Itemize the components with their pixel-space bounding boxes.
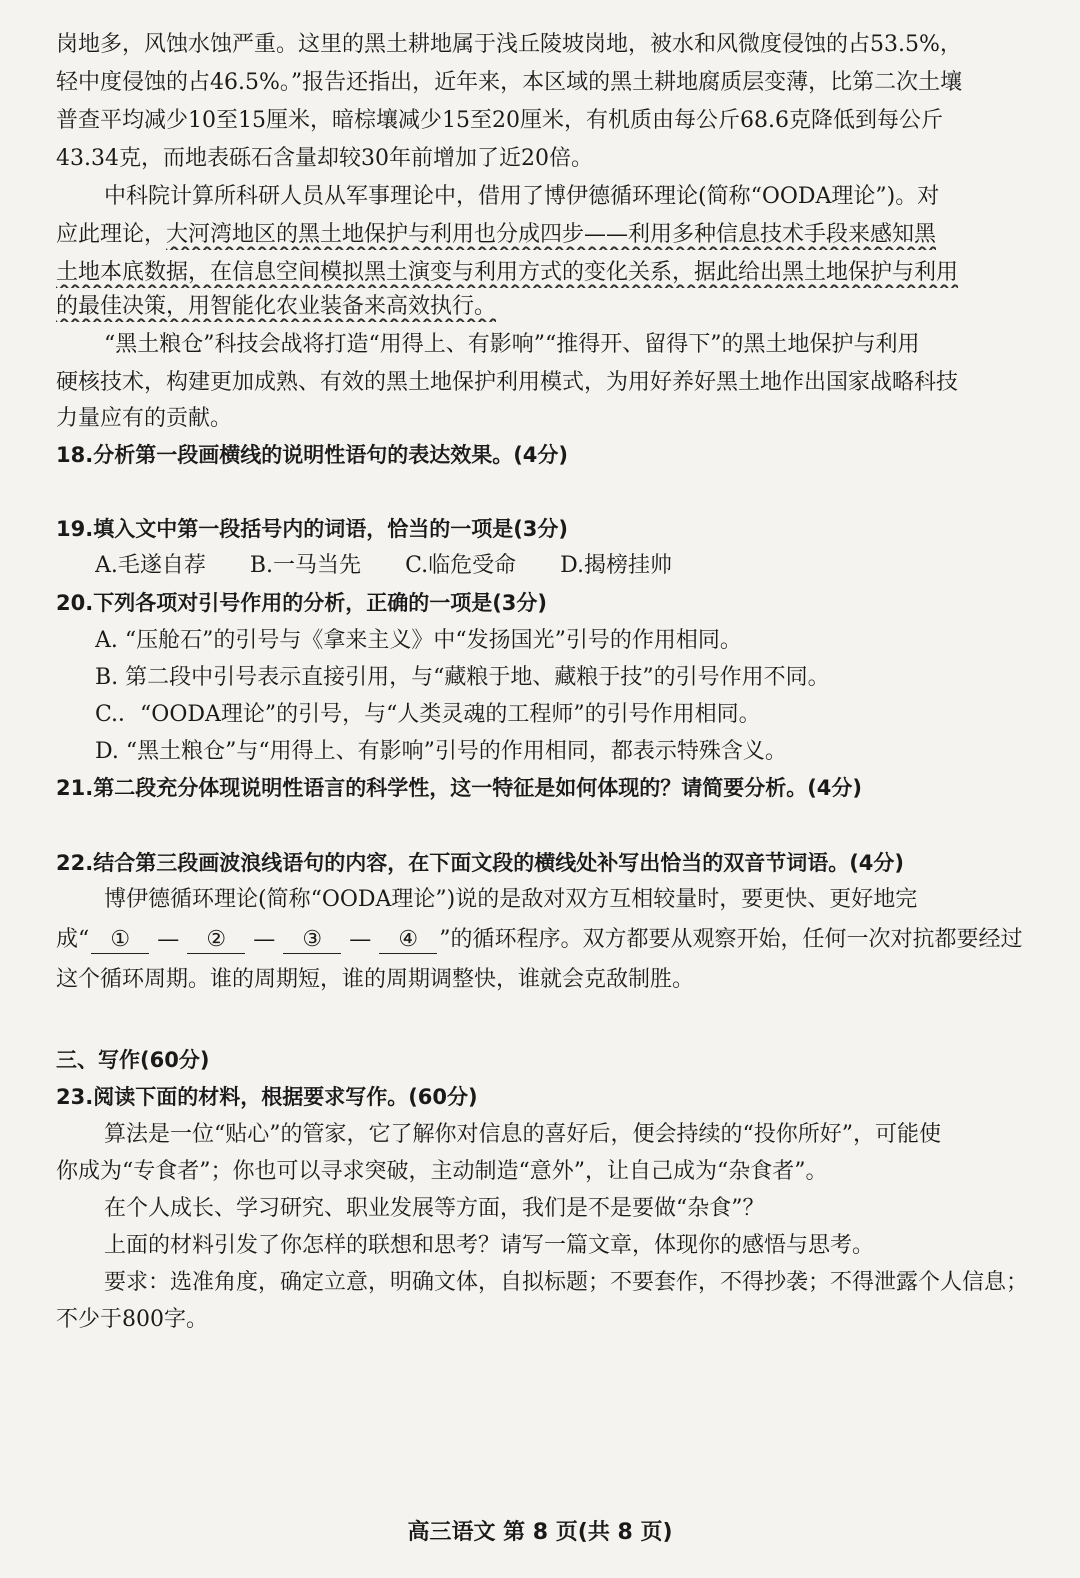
option-b: B.一马当先 (249, 553, 362, 578)
option-d: D.揭榜挂帅 (560, 553, 672, 578)
passage-line (56, 258, 1041, 288)
passage-line: 力量应有的贡献。 (56, 406, 233, 431)
wavy-underlined-sentence: 土地本底数据，在信息空间模拟黑土演变与利用方式的变化关系，据此给出黑土地保护与利用 (56, 260, 959, 285)
passage-line: 43.34克，而地表砾石含量却较30年前增加了近20倍。 (56, 146, 593, 171)
option-a: A.毛遂自荐 (95, 553, 206, 578)
option-b: B. 第二段中引号表示直接引用，与“藏粮于地、藏粮于技”的引号作用不同。 (95, 665, 830, 690)
passage-line: 普查平均减少10至15厘米，暗棕壤减少15至20厘米，有机质由每公斤68.6克降低到每公斤 (56, 108, 943, 133)
passage-line: 岗地多，风蚀水蚀严重。这里的黑土耕地属于浅丘陵坡岗地，被水和风微度侵蚀的占53.5%， (56, 32, 962, 57)
passage-line: 硬核技术，构建更加成熟、有效的黑土地保护利用模式，为用好养好黑土地作出国家战略科技 (56, 370, 959, 395)
blank-4: ④ (379, 927, 437, 954)
requirements-line: 要求：选准角度，确定立意，明确文体，自拟标题；不要套作，不得抄袭；不得泄露个人信息； (104, 1270, 1029, 1295)
material-line: 在个人成长、学习研究、职业发展等方面，我们是不是要做“杂食”？ (104, 1196, 765, 1221)
blank-2: ② (187, 927, 245, 954)
question-19-stem: 19.填入文中第一段括号内的词语，恰当的一项是(3分) (56, 517, 569, 541)
blank-separator: — (253, 927, 276, 952)
question-19-options (95, 551, 1041, 581)
wavy-underlined-sentence: 大河湾地区的黑土地保护与利用也分成四步——利用多种信息技术手段来感知黑 (166, 222, 937, 247)
passage-line: 中科院计算所科研人员从军事理论中，借用了博伊德循环理论(简称“OODA理论”)。对 (104, 184, 940, 209)
passage-line: 这个循环周期。谁的周期短，谁的周期调整快，谁就会克敌制胜。 (56, 967, 695, 992)
passage-text: 成“ (56, 927, 90, 952)
question-18: 18.分析第一段画横线的说明性语句的表达效果。(4分) (56, 443, 569, 467)
option-a: A. “压舱石”的引号与《拿来主义》中“发扬国光”引号的作用相同。 (95, 628, 742, 653)
fill-blank-line (56, 925, 1041, 955)
question-20-stem: 20.下列各项对引号作用的分析，正确的一项是(3分) (56, 591, 548, 615)
passage-line: 轻中度侵蚀的占46.5%。”报告还指出，近年来，本区域的黑土耕地腐质层变薄，比第二次土壤 (56, 70, 963, 95)
passage-line: 博伊德循环理论(简称“OODA理论”)说的是敌对双方互相较量时，要更快、更好地完 (104, 887, 918, 912)
passage-line (56, 220, 1041, 250)
blank-3: ③ (283, 927, 341, 954)
question-22-stem: 22.结合第三段画波浪线语句的内容，在下面文段的横线处补写出恰当的双音节词语。(4分) (56, 851, 905, 875)
question-21: 21.第二段充分体现说明性语言的科学性，这一特征是如何体现的？请简要分析。(4分) (56, 776, 863, 800)
passage-line: “黑土粮仓”科技会战将打造“用得上、有影响”“推得开、留得下”的黑土地保护与利用 (104, 332, 920, 357)
question-23-stem: 23.阅读下面的材料，根据要求写作。(60分) (56, 1085, 478, 1109)
page-footer: 高三语文 第 8 页(共 8 页) (407, 1520, 673, 1545)
blank-separator: — (157, 927, 180, 952)
wavy-underlined-sentence: 的最佳决策，用智能化农业装备来高效执行。 (56, 294, 497, 319)
passage-text: 应此理论， (56, 222, 167, 247)
blank-separator: — (349, 927, 372, 952)
passage-line (56, 292, 1041, 322)
option-d: D. “黑土粮仓”与“用得上、有影响”引号的作用相同，都表示特殊含义。 (95, 739, 787, 764)
material-line: 你成为“专食者”；你也可以寻求突破，主动制造“意外”，让自己成为“杂食者”。 (56, 1159, 828, 1184)
option-c: C.．“OODA理论”的引号，与“人类灵魂的工程师”的引号作用相同。 (95, 702, 761, 727)
option-c: C.临危受命 (405, 553, 517, 578)
requirements-line: 不少于800字。 (56, 1307, 208, 1332)
passage-text: ”的循环程序。双方都要从观察开始，任何一次对抗都要经过 (439, 927, 1023, 952)
blank-1: ① (91, 927, 149, 954)
material-line: 算法是一位“贴心”的管家，它了解你对信息的喜好后，便会持续的“投你所好”，可能使 (104, 1122, 941, 1147)
instruction-line: 上面的材料引发了你怎样的联想和思考？请写一篇文章，体现你的感悟与思考。 (104, 1233, 875, 1258)
section-heading: 三、写作(60分) (56, 1048, 210, 1072)
